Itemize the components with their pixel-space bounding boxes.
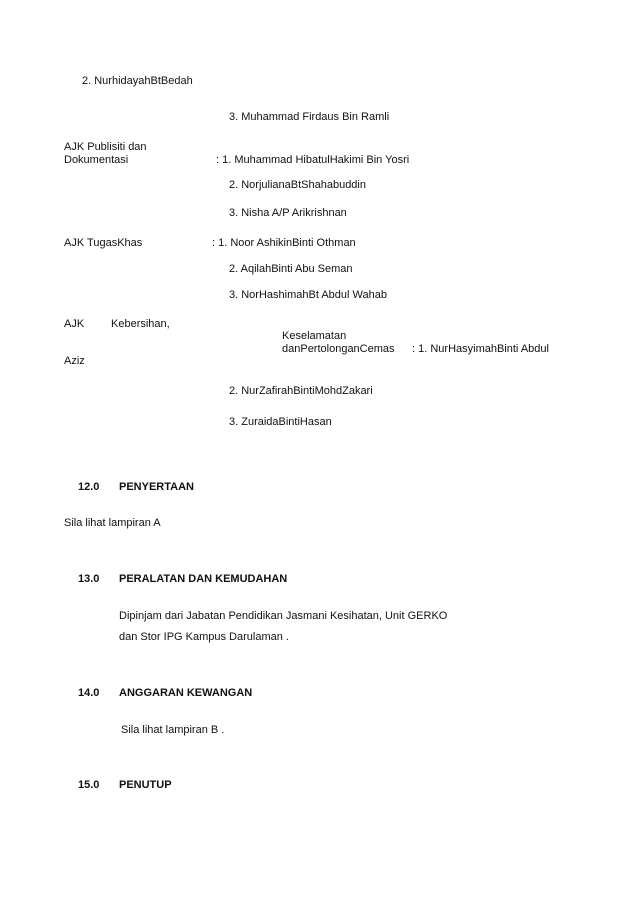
section-title-anggaran: ANGGARAN KEWANGAN <box>119 687 253 699</box>
tugaskhas-member-1: : 1. Noor AshikinBinti Othman <box>212 237 356 249</box>
peralatan-text-line2: dan Stor IPG Kampus Darulaman . <box>119 631 289 643</box>
publisiti-member-2: 2. NorjulianaBtShahabuddin <box>229 179 366 191</box>
tugaskhas-member-3: 3. NorHashimahBt Abdul Wahab <box>229 289 387 301</box>
tugaskhas-label: AJK TugasKhas <box>64 237 143 249</box>
publisiti-label-line2: Dokumentasi <box>64 154 129 166</box>
peralatan-text-line1: Dipinjam dari Jabatan Pendidikan Jasmani Kesihatan, Unit GERKO <box>119 610 448 622</box>
section-title-penyertaan: PENYERTAAN <box>119 481 194 493</box>
tugaskhas-member-2: 2. AqilahBinti Abu Seman <box>229 263 353 275</box>
publisiti-member-3: 3. Nisha A/P Arikrishnan <box>229 207 347 219</box>
section-title-penutup: PENUTUP <box>119 779 172 791</box>
section-number-15: 15.0 <box>78 779 100 791</box>
kebersihan-member-1-cont: Aziz <box>64 355 85 367</box>
anggaran-text: Sila lihat lampiran B . <box>121 724 225 736</box>
section-title-peralatan: PERALATAN DAN KEMUDAHAN <box>119 573 288 585</box>
section-number-14: 14.0 <box>78 687 100 699</box>
kebersihan-member-1: : 1. NurHasyimahBinti Abdul <box>412 343 549 355</box>
top-member-2: 2. NurhidayahBtBedah <box>82 75 193 87</box>
kebersihan-member-2: 2. NurZafirahBintiMohdZakari <box>229 385 373 397</box>
section-number-12: 12.0 <box>78 481 100 493</box>
penyertaan-text: Sila lihat lampiran A <box>64 517 161 529</box>
kebersihan-label-pertolongan: danPertolonganCemas <box>282 343 395 355</box>
publisiti-member-1: : 1. Muhammad HibatulHakimi Bin Yosri <box>216 154 410 166</box>
top-member-3: 3. Muhammad Firdaus Bin Ramli <box>229 111 390 123</box>
publisiti-label-line1: AJK Publisiti dan <box>64 141 147 153</box>
kebersihan-label-ajk: AJK <box>64 318 85 330</box>
kebersihan-member-3: 3. ZuraidaBintiHasan <box>229 416 332 428</box>
section-number-13: 13.0 <box>78 573 100 585</box>
kebersihan-label-kebersihan: Kebersihan, <box>111 318 170 330</box>
kebersihan-label-keselamatan: Keselamatan <box>282 330 347 342</box>
